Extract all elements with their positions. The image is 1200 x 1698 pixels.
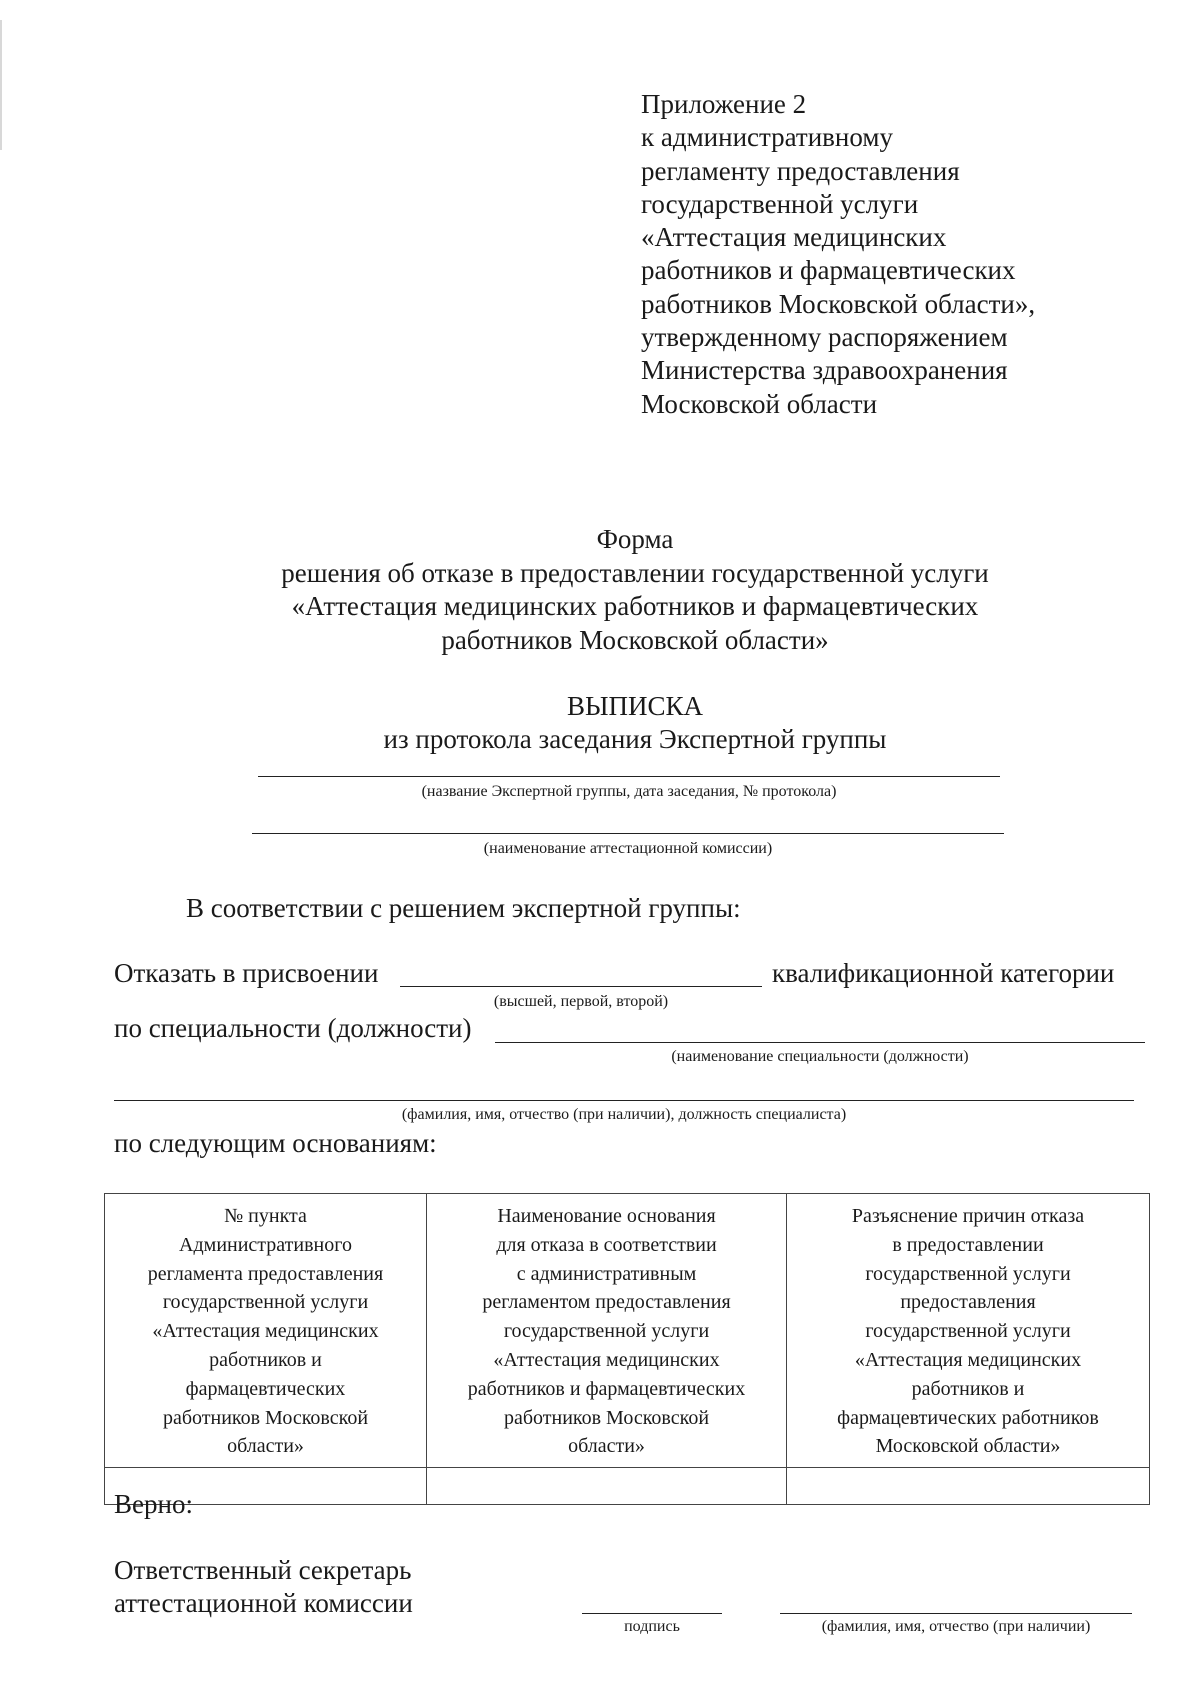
form-title-line: решения об отказе в предоставлении государственной услуги xyxy=(281,557,989,588)
group-name-field[interactable] xyxy=(258,776,1000,777)
appendix-line: к административному xyxy=(641,122,893,153)
form-title xyxy=(160,523,1110,657)
table-cell-refusal-explanation[interactable] xyxy=(787,1468,1150,1505)
appendix-line: работников Московской области», xyxy=(641,288,1036,319)
appendix-line: Приложение 2 xyxy=(641,89,807,119)
document-heading: ВЫПИСКА xyxy=(566,691,704,721)
decision-text: В соответствии с решением экспертной группы: xyxy=(186,893,741,923)
appendix-line: утвержденному распоряжением xyxy=(641,322,1008,353)
header-cell-refusal-explanation: Разъяснение причин отказа в предоставлении государственной услуги предоставления государственной услуги «Аттестация медицинских работников и фармацевтических работников Московской области» xyxy=(787,1194,1150,1468)
person-hint: (фамилия, имя, отчество (при наличии), должность специалиста) xyxy=(401,1106,847,1123)
header-cell-regulation-item: № пункта Административного регламента предоставления государственной услуги «Аттестация медицинских работников и фармацевтических работников Московской области» xyxy=(105,1194,427,1468)
secretary-name-hint: (фамилия, имя, отчество (при наличии) xyxy=(821,1618,1091,1635)
appendix-line: «Аттестация медицинских xyxy=(641,222,947,253)
grounds-text: по следующим основаниям: xyxy=(114,1128,437,1158)
document-title xyxy=(160,690,1110,756)
table-cell-refusal-basis[interactable] xyxy=(427,1468,787,1505)
person-field[interactable] xyxy=(114,1100,1134,1101)
category-hint: (высшей, первой, второй) xyxy=(493,993,669,1010)
form-title-line: «Аттестация медицинских работников и фармацевтических xyxy=(291,591,979,621)
table-row xyxy=(105,1468,1150,1505)
secretary-title-line1: Ответственный секретарь xyxy=(114,1555,412,1585)
secretary-title-line2: аттестационной комиссии xyxy=(114,1588,413,1618)
verified-label: Верно: xyxy=(114,1489,193,1519)
document-subheading: из протокола заседания Экспертной группы xyxy=(383,724,887,754)
appendix-block xyxy=(641,88,1035,421)
secretary-name-field[interactable] xyxy=(780,1613,1132,1614)
category-field[interactable] xyxy=(400,986,762,987)
refuse-prefix: Отказать в присвоении xyxy=(114,958,379,988)
table-header-row xyxy=(105,1194,1150,1468)
form-title-line: работников Московской области» xyxy=(441,624,829,655)
commission-name-field[interactable] xyxy=(252,833,1004,834)
refuse-suffix: квалификационной категории xyxy=(772,958,1115,988)
appendix-line: Министерства здравоохранения xyxy=(641,355,1008,386)
header-cell-refusal-basis: Наименование основания для отказа в соответствии с административным регламентом предоставления государственной услуги «Аттестация медицинских работников и фармацевтических работников Московской области» xyxy=(427,1194,787,1468)
signature-hint: подпись xyxy=(624,1618,680,1635)
specialty-prefix: по специальности (должности) xyxy=(114,1013,472,1043)
scan-edge-mark xyxy=(0,20,2,150)
form-title-line: Форма xyxy=(596,524,674,554)
appendix-line: регламенту предоставления xyxy=(641,155,960,186)
appendix-line: государственной услуги xyxy=(641,188,919,219)
group-name-hint: (название Экспертной группы, дата заседания, № протокола) xyxy=(421,783,837,800)
signature-field[interactable] xyxy=(582,1613,722,1614)
grounds-table xyxy=(104,1193,1150,1505)
commission-name-hint: (наименование аттестационной комиссии) xyxy=(483,840,773,857)
specialty-hint: (наименование специальности (должности) xyxy=(671,1048,969,1065)
appendix-line: Московской области xyxy=(641,388,878,419)
appendix-line: работников и фармацевтических xyxy=(641,255,1016,286)
specialty-field[interactable] xyxy=(495,1042,1145,1043)
